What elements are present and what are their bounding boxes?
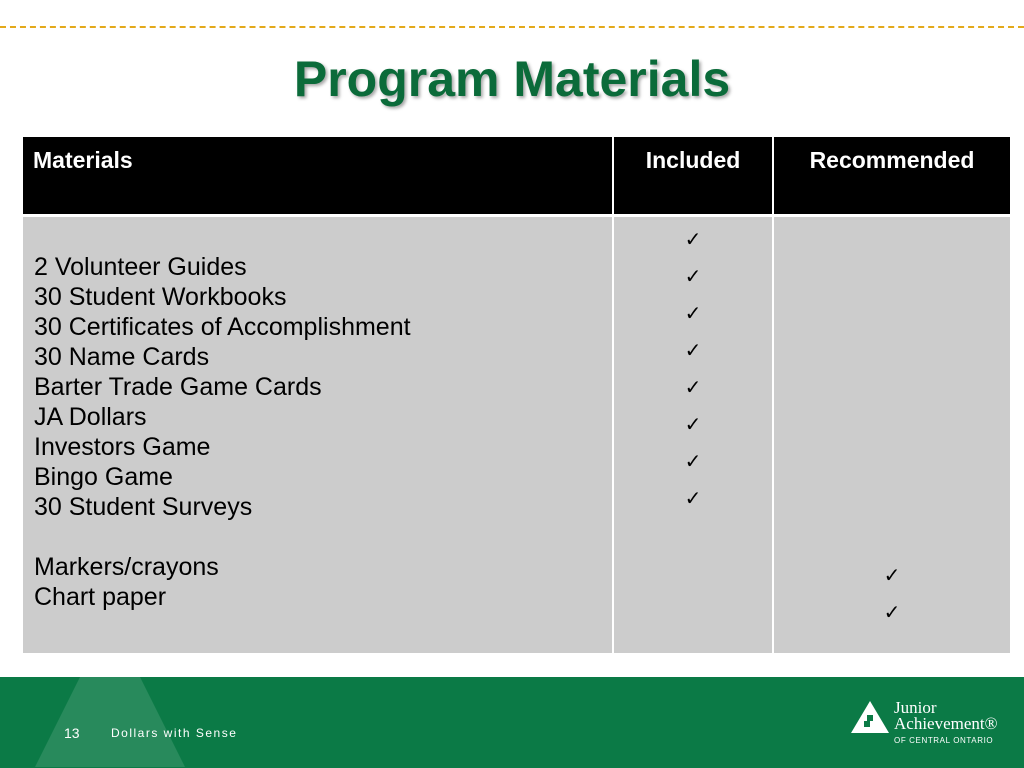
top-dashed-divider — [0, 26, 1024, 28]
junior-achievement-logo — [850, 699, 1000, 749]
footer-bar — [0, 677, 1024, 768]
check-icon: ✓ — [883, 599, 901, 624]
check-icon: ✓ — [684, 374, 702, 399]
list-spacer — [34, 522, 601, 552]
list-item: Investors Game — [34, 432, 211, 461]
recommended-checks-cell — [773, 215, 1010, 653]
header-recommended: Recommended — [773, 137, 1010, 215]
check-icon: ✓ — [684, 337, 702, 362]
course-name: Dollars with Sense — [111, 726, 238, 740]
list-item: Markers/crayons — [34, 552, 219, 581]
table-row — [23, 215, 1010, 653]
ja-mountain-icon — [850, 699, 890, 735]
table-header-row — [23, 137, 1010, 215]
check-icon: ✓ — [684, 300, 702, 325]
list-item: 30 Certificates of Accomplishment — [34, 312, 411, 341]
list-item: Bingo Game — [34, 462, 173, 491]
logo-line-3: OF CENTRAL ONTARIO — [894, 736, 994, 745]
check-icon: ✓ — [883, 562, 901, 587]
slide-title: Program Materials — [293, 51, 731, 107]
materials-table — [23, 137, 1010, 653]
list-item: Chart paper — [34, 582, 167, 611]
page-number: 13 — [64, 725, 80, 741]
included-checks-cell — [613, 215, 773, 653]
list-item: Barter Trade Game Cards — [34, 372, 322, 401]
list-item: 30 Student Workbooks — [34, 282, 287, 311]
decorative-triangle — [35, 677, 185, 767]
logo-line-2: Achievement® — [894, 714, 998, 733]
list-item: 30 Name Cards — [34, 342, 210, 371]
list-item: 30 Student Surveys — [34, 492, 253, 521]
check-icon: ✓ — [684, 485, 702, 510]
header-included: Included — [613, 137, 773, 215]
check-icon: ✓ — [684, 448, 702, 473]
check-icon: ✓ — [684, 226, 702, 251]
materials-cell — [23, 215, 613, 653]
logo-line-1: Junior — [894, 698, 937, 717]
check-icon: ✓ — [684, 411, 702, 436]
check-icon: ✓ — [684, 263, 702, 288]
list-item: JA Dollars — [34, 402, 147, 431]
header-materials: Materials — [23, 137, 613, 215]
list-item: 2 Volunteer Guides — [34, 252, 247, 281]
